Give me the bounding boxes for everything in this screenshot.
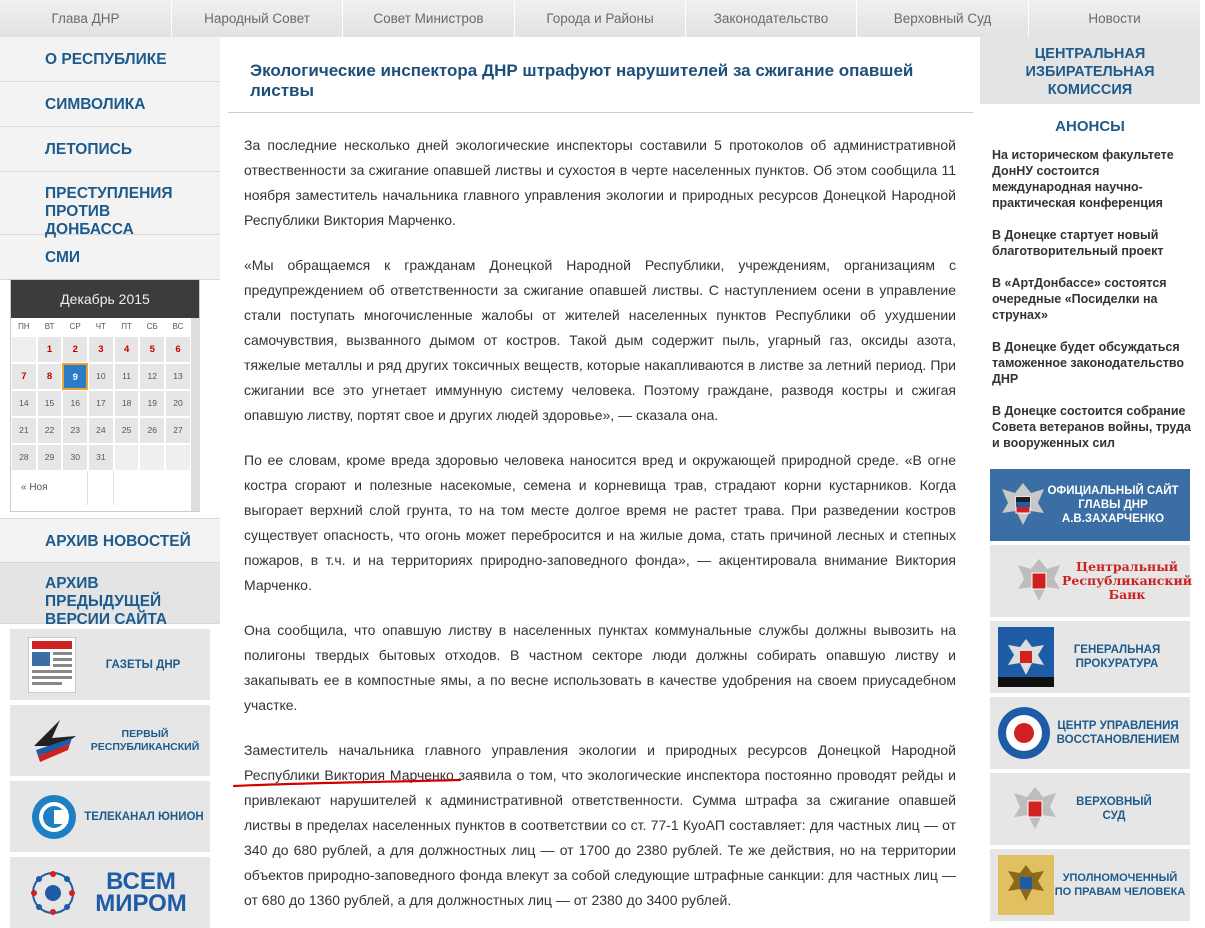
announcement-item[interactable]: В Донецке будет обсуждаться таможенное законодательство ДНР	[992, 340, 1184, 386]
calendar-day[interactable]: 8	[37, 363, 63, 390]
calendar-empty-cell	[114, 444, 140, 471]
newspaper-icon	[28, 637, 76, 693]
article-main	[228, 37, 973, 928]
calendar-day[interactable]: 31	[88, 444, 114, 471]
calendar-day[interactable]: 12	[139, 363, 165, 390]
calendar-day[interactable]: 20	[165, 390, 191, 417]
calendar-day[interactable]: 19	[139, 390, 165, 417]
calendar-day[interactable]: 30	[62, 444, 88, 471]
calendar-day[interactable]: 3	[88, 336, 114, 363]
banner-central-bank-label: Центральный Республиканский Банк	[1062, 559, 1192, 602]
calendar-day[interactable]: 16	[62, 390, 88, 417]
calendar-day[interactable]: 21	[11, 417, 37, 444]
nav-council-ministers[interactable]: Совет Министров	[343, 0, 515, 37]
calendar-day[interactable]: 10	[88, 363, 114, 390]
banner-human-rights-ombudsman[interactable]	[990, 849, 1190, 921]
calendar-weekday: ВТ	[44, 322, 55, 331]
dnr-eagle-emblem-icon	[1000, 479, 1046, 531]
calendar-day[interactable]: 9	[62, 363, 88, 390]
dnr-eagle-emblem-icon	[1012, 783, 1058, 835]
calendar-day[interactable]: 26	[139, 417, 165, 444]
red-underline-annotation	[232, 777, 472, 791]
calendar-day[interactable]: 27	[165, 417, 191, 444]
nav-news[interactable]: Новости	[1029, 0, 1200, 37]
calendar-scrollbar[interactable]	[191, 318, 200, 511]
announcements-title: АНОНСЫ	[1055, 118, 1125, 135]
banner-first-republican-label: ПЕРВЫЙ РЕСПУБЛИКАНСКИЙ	[90, 727, 200, 753]
calendar-empty-cell	[139, 444, 165, 471]
calendar-day[interactable]: 6	[165, 336, 191, 363]
prosecutor-emblem-icon	[998, 627, 1054, 687]
calendar-footer	[11, 471, 199, 505]
announcements-list	[980, 147, 1200, 451]
banner-recovery-center-label: ЦЕНТР УПРАВЛЕНИЯ ВОССТАНОВЛЕНИЕМ	[1056, 720, 1180, 746]
calendar-weekday: ВС	[172, 322, 184, 331]
menu-media[interactable]: СМИ	[0, 235, 220, 280]
left-sidebar	[0, 37, 220, 928]
calendar-day[interactable]: 22	[37, 417, 63, 444]
banner-union-tv[interactable]	[10, 781, 210, 852]
title-divider	[228, 112, 973, 113]
banner-recovery-center[interactable]	[990, 697, 1190, 769]
article-title: Экологические инспектора ДНР штрафуют нарушителей за сжигание опавшей листвы	[250, 61, 914, 100]
calendar-empty-cell	[165, 444, 191, 471]
ombudsman-emblem-icon	[998, 855, 1054, 915]
calendar-widget	[10, 279, 200, 512]
calendar-day[interactable]: 28	[11, 444, 37, 471]
calendar-weekday: ПТ	[121, 322, 132, 331]
first-republican-logo-icon	[30, 716, 80, 766]
announcement-item[interactable]: В Донецке состоится собрание Совета ветеранов войны, труда и вооруженных сил	[992, 404, 1191, 450]
calendar-weekdays	[11, 318, 199, 336]
banner-prosecutor-general-label: ГЕНЕРАЛЬНАЯ ПРОКУРАТУРА	[1073, 644, 1161, 670]
calendar-day[interactable]: 13	[165, 363, 191, 390]
banner-prosecutor-general[interactable]	[990, 621, 1190, 693]
nav-cities-districts[interactable]: Города и Районы	[515, 0, 686, 37]
calendar-day[interactable]: 1	[37, 336, 63, 363]
calendar-prev-month-link[interactable]: « Ноя	[11, 471, 88, 505]
banner-head-official-site-label: ОФИЦИАЛЬНЫЙ САЙТ ГЛАВЫ ДНР А.В.ЗАХАРЧЕНКО	[1047, 485, 1179, 525]
menu-chronicle[interactable]: ЛЕТОПИСЬ	[0, 127, 220, 172]
banner-newspapers[interactable]	[10, 629, 210, 700]
banner-union-tv-label: ТЕЛЕКАНАЛ ЮНИОН	[84, 810, 204, 823]
calendar-day[interactable]: 5	[139, 336, 165, 363]
article-paragraph-4: Она сообщила, что опавшую листву в населенных пунктах коммунальные службы должны вывозить на полигоны твердых бытовых отходов. В частном секторе люди должны собирать опавшую листву и закапывать ее в компостные ямы, а по весне использовать в качестве удобрения на своем приусадебном участке.	[244, 622, 956, 713]
banner-head-official-site[interactable]	[990, 469, 1190, 541]
calendar-month-title: Декабрь 2015	[11, 280, 199, 318]
calendar-empty-cell	[11, 336, 37, 363]
article-paragraph-2: «Мы обращаемся к гражданам Донецкой Народной Республики, учреждениям, организациям с предупреждением об ответственности за сжигание опавшей листвы. С наступлением осени в управление стали поступать многочисленные жалобы от жителей населенных пунктов Республики об ухудшении самочувствия, вызванного дымом от костров. Такой дым содержит пыль, угарный газ, оксиды азота, тяжелые металлы и ряд других токсичных веществ, которые накапливаются в листве за летний период. При сжигании все это угнетает иммунную систему человека. Поэтому граждане, разводя костры и сжигая опавшую листву, портят свое и других людей здоровье», — сказала она.	[244, 257, 956, 423]
calendar-day[interactable]: 17	[88, 390, 114, 417]
calendar-day[interactable]: 23	[62, 417, 88, 444]
banner-supreme-court[interactable]	[990, 773, 1190, 845]
banner-vsem-mirom[interactable]	[10, 857, 210, 928]
banner-central-bank[interactable]	[990, 545, 1190, 617]
dnr-eagle-emblem-icon	[1016, 555, 1062, 607]
calendar-footer-spacer	[114, 471, 194, 505]
menu-news-archive[interactable]: АРХИВ НОВОСТЕЙ	[0, 518, 220, 563]
banner-newspapers-label: ГАЗЕТЫ ДНР	[105, 658, 181, 671]
calendar-day[interactable]: 15	[37, 390, 63, 417]
central-election-commission-link[interactable]: ЦЕНТРАЛЬНАЯ ИЗБИРАТЕЛЬНАЯ КОМИССИЯ	[980, 37, 1200, 104]
article-paragraph-1: За последние несколько дней экологические инспекторы составили 5 протоколов об административной отвественности за сжигание опавшей листвы и сухостоя в черте населенных пунктов. Об этом сообщила 11 ноября заместитель начальника главного управления экологии и природных ресурсов Донецкой Народной Республики Виктория Марченко.	[244, 137, 956, 228]
top-navigation	[0, 0, 1200, 37]
calendar-day[interactable]: 25	[114, 417, 140, 444]
calendar-weekday: СБ	[146, 322, 158, 331]
announcement-item[interactable]: В Донецке стартует новый благотворительный проект	[992, 228, 1164, 258]
banner-first-republican[interactable]	[10, 705, 210, 776]
announcement-item[interactable]: В «АртДонбассе» состоятся очередные «Посиделки на струнах»	[992, 276, 1167, 322]
nav-people-council[interactable]: Народный Совет	[172, 0, 343, 37]
menu-about-republic[interactable]: О РЕСПУБЛИКЕ	[0, 37, 220, 82]
calendar-weekday: ЧТ	[95, 322, 107, 331]
calendar-day[interactable]: 4	[114, 336, 140, 363]
recovery-center-seal-icon	[996, 705, 1052, 761]
calendar-day[interactable]: 2	[62, 336, 88, 363]
article-paragraph-5: Заместитель начальника главного управления экологии и природных ресурсов Донецкой Народной Республики Виктория Марченко заявила о том, что экологические инспектора постоянно проводят рейды и привлекают нарушителей к административной ответственности. Сумма штрафа за сжигание опавшей листвы в пределах населенных пунктов в соответствии со ст. 77-1 КуоАП составляет: для частных лиц — от 340 до 680 рублей, а для должностных лиц — от 1700 до 2380 рублей. Те же действия, но на территории объектов природно-заповедного фонда влекут за собой следующие штрафные санкции: для частных лиц — от 680 до 1360 рублей, а для должностных лиц — от 2380 до 3400 рублей.	[244, 742, 956, 908]
calendar-day[interactable]: 18	[114, 390, 140, 417]
menu-symbols[interactable]: СИМВОЛИКА	[0, 82, 220, 127]
banner-supreme-court-label: ВЕРХОВНЫЙ СУД	[1076, 796, 1152, 822]
nav-legislation[interactable]: Законодательство	[686, 0, 857, 37]
banner-vsem-mirom-label: ВСЕМ МИРОМ	[95, 867, 187, 917]
menu-old-site-archive[interactable]: АРХИВ ПРЕДЫДУЩЕЙ ВЕРСИИ САЙТА	[0, 563, 220, 624]
nav-supreme-court[interactable]: Верховный Суд	[857, 0, 1029, 37]
calendar-day[interactable]: 7	[11, 363, 37, 390]
right-sidebar	[980, 37, 1200, 928]
calendar-grid	[11, 336, 199, 471]
announcement-item[interactable]: На историческом факультете ДонНУ состоится международная научно-практическая конференция	[992, 148, 1174, 210]
calendar-day[interactable]: 29	[37, 444, 63, 471]
banner-human-rights-ombudsman-label: УПОЛНОМОЧЕННЫЙ ПО ПРАВАМ ЧЕЛОВЕКА	[1054, 872, 1186, 898]
calendar-day[interactable]: 14	[11, 390, 37, 417]
calendar-footer-spacer	[88, 471, 114, 505]
menu-crimes-against-donbass[interactable]: ПРЕСТУПЛЕНИЯ ПРОТИВ ДОНБАССА	[0, 172, 220, 235]
article-paragraph-3: По ее словам, кроме вреда здоровью человека наносится вред и окружающей природной среде. «В огне костра сгорают и полезные насекомые, семена и корневища трав, страдают корни кустарников. Когда выгорает верхний слой грунта, то на том месте долгое время не растет трава. При разведении костров существует опасность, что огонь может перебросится и на жилые дома, стать причиной лесных и степных пожаров, в т.ч. и на территориях природно-заповедного фонда», — акцентировала внимание Виктория Марченко.	[244, 452, 956, 593]
nav-head-dnr[interactable]: Глава ДНР	[0, 0, 172, 37]
calendar-day[interactable]: 11	[114, 363, 140, 390]
calendar-weekday: ПН	[18, 322, 30, 331]
calendar-day[interactable]: 24	[88, 417, 114, 444]
calendar-weekday: СР	[69, 322, 81, 331]
vsem-mirom-globe-icon	[30, 870, 76, 916]
union-tv-logo-icon	[30, 793, 78, 841]
